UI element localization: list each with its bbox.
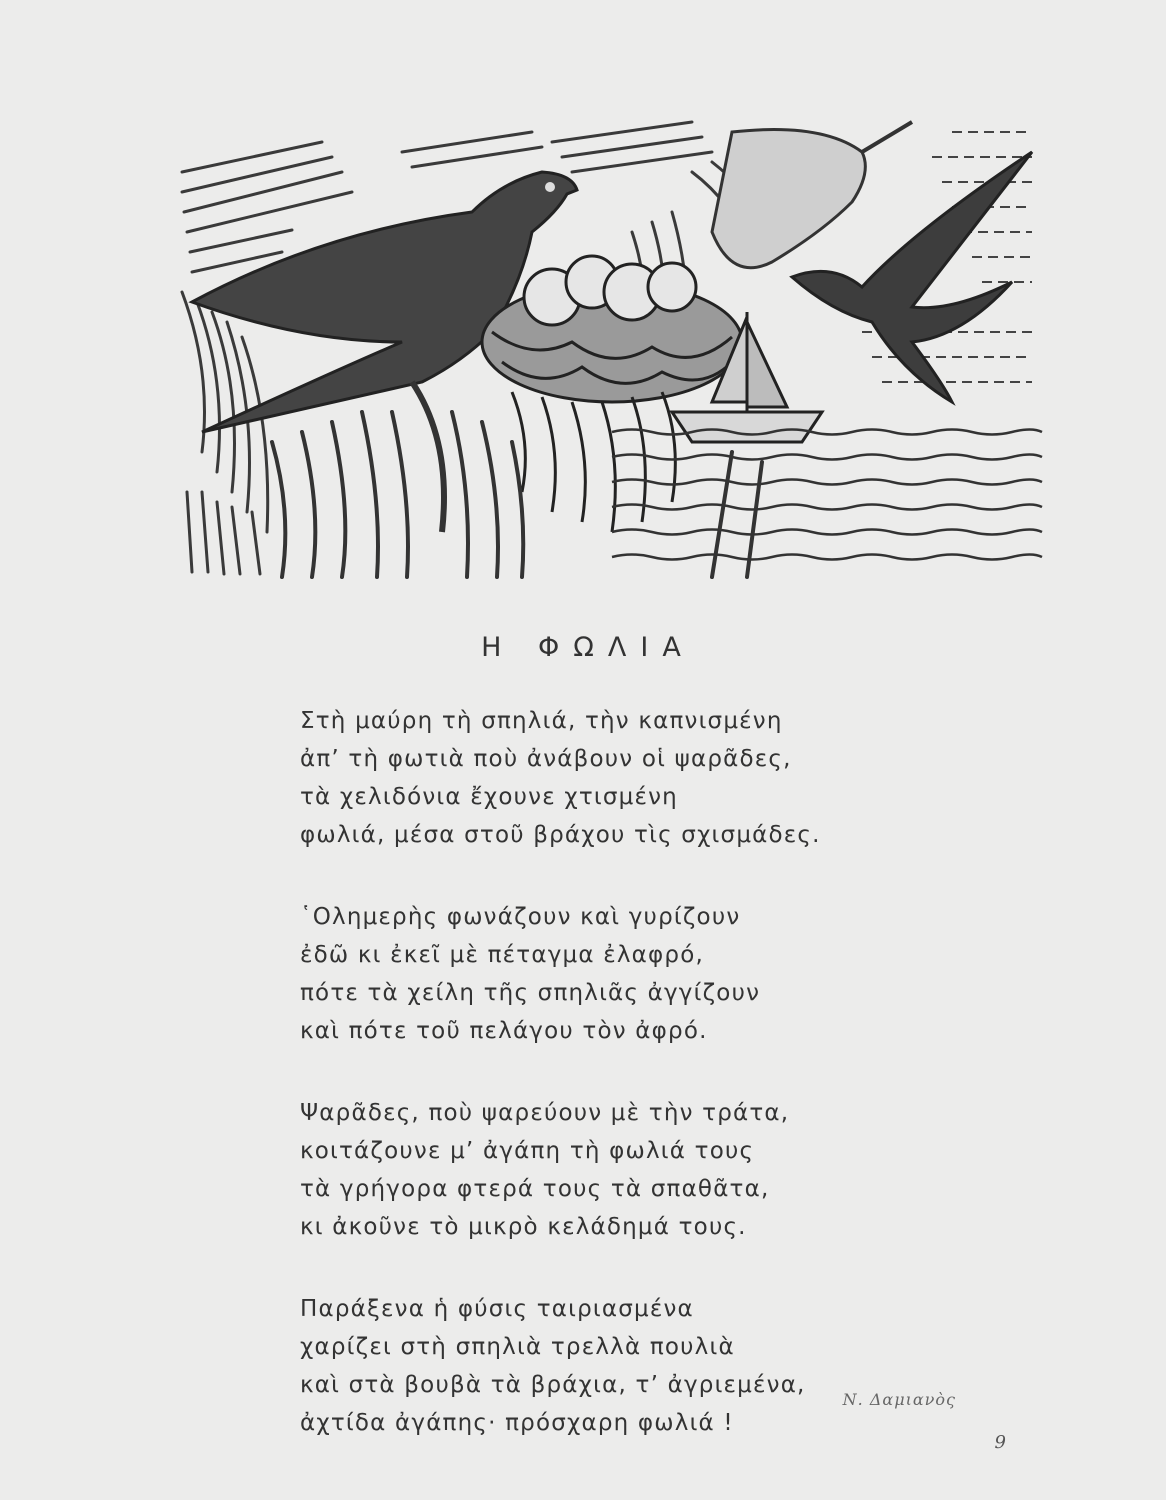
poem-line: κι ἀκοῦνε τὸ μικρὸ κελάδημά τους. [300,1214,747,1240]
poem-line: καὶ πότε τοῦ πελάγου τὸν ἀφρό. [300,1018,708,1044]
stanza-2 [300,898,940,1050]
poem-line: φωλιά, μέσα στοῦ βράχου τὶς σχισμάδες. [300,822,821,848]
poem-line: τὰ χελιδόνια ἔχουνε χτισμένη [300,784,678,810]
author-signature: Ν. Δαμιανὸς [842,1390,956,1409]
poem-line: πότε τὰ χείλη τῆς σπηλιᾶς ἀγγίζουν [300,980,761,1006]
poem-line: ῾Ολημερὴς φωνάζουν καὶ γυρίζουν [300,904,741,930]
page-number: 9 [994,1432,1006,1453]
stanza-3 [300,1094,940,1246]
poem-line: καὶ στὰ βουβὰ τὰ βράχια, τ’ ἀγριεμένα, [300,1372,806,1398]
stanza-4 [300,1290,940,1442]
poem-body [300,702,940,1486]
swallows-nest-woodcut [172,112,1044,587]
poem-line: ἀχτίδα ἀγάπης· πρόσχαρη φωλιά ! [300,1410,734,1436]
poem-line: κοιτάζουνε μ’ ἀγάπη τὴ φωλιά τους [300,1138,755,1164]
poem-line: Ψαρᾶδες, ποὺ ψαρεύουν μὲ τὴν τράτα, [300,1100,790,1126]
poem-line: Παράξενα ἡ φύσις ταιριασμένα [300,1296,694,1322]
poem-line: τὰ γρήγορα φτερά τους τὰ σπαθᾶτα, [300,1176,770,1202]
woodcut-illustration [172,112,1044,587]
poem-line: ἀπ’ τὴ φωτιὰ ποὺ ἀνάβουν οἱ ψαρᾶδες, [300,746,792,772]
poem-title: Η ΦΩΛΙΑ [481,632,695,663]
poem-line: χαρίζει στὴ σπηλιὰ τρελλὰ πουλιὰ [300,1334,735,1360]
stanza-1 [300,702,940,854]
poem-line: Στὴ μαύρη τὴ σπηλιά, τὴν καπνισμένη [300,708,783,734]
poem-line: ἐδῶ κι ἐκεῖ μὲ πέταγμα ἐλαφρό, [300,942,704,968]
